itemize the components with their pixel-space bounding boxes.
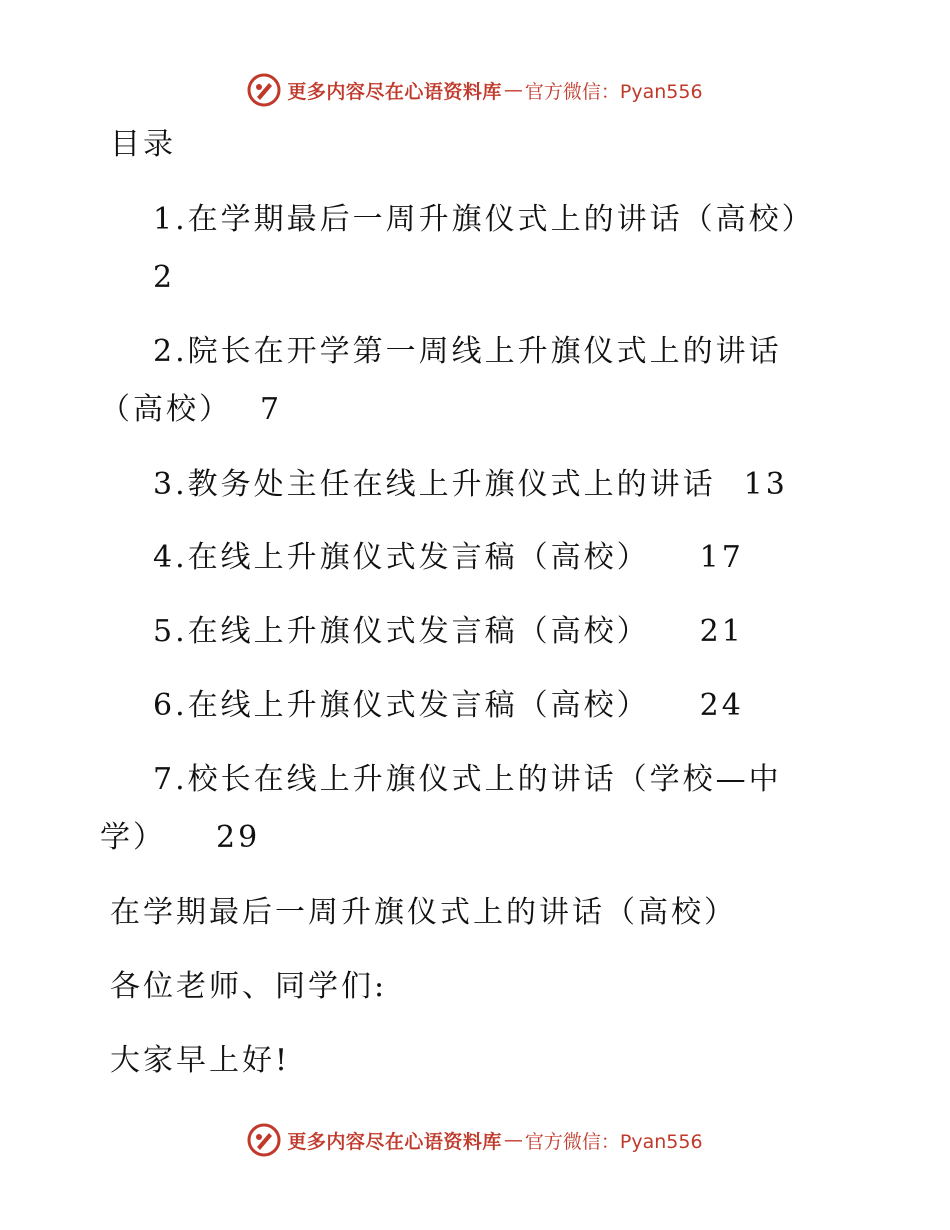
watermark-dash: — bbox=[503, 79, 523, 101]
toc-item-1[interactable]: 1.在学期最后一周升旗仪式上的讲话（高校） bbox=[153, 202, 815, 237]
toc-item-3-label: 3.教务处主任在线上升旗仪式上的讲话 bbox=[153, 467, 716, 502]
toc-item-3[interactable] bbox=[153, 465, 788, 505]
toc-item-4-page: 17 bbox=[699, 540, 744, 575]
section-heading: 在学期最后一周升旗仪式上的讲话（高校） bbox=[110, 895, 737, 930]
toc-item-5-label: 5.在线上升旗仪式发言稿（高校） bbox=[153, 614, 650, 649]
toc-title: 目录 bbox=[110, 127, 176, 162]
toc-item-2-cont bbox=[100, 390, 282, 430]
toc-item-6-page: 24 bbox=[699, 688, 744, 723]
toc-item-6-label: 6.在线上升旗仪式发言稿（高校） bbox=[153, 688, 650, 723]
watermark-contact: 官方微信：Pyan556 bbox=[524, 1130, 703, 1153]
header-watermark bbox=[0, 70, 950, 110]
greeting: 大家早上好! bbox=[110, 1043, 291, 1078]
pen-logo-icon bbox=[247, 1123, 281, 1157]
toc-item-7-page: 29 bbox=[216, 820, 261, 855]
watermark-contact: 官方微信：Pyan556 bbox=[524, 80, 703, 103]
pen-logo-icon bbox=[247, 73, 281, 107]
toc-item-2-page: 7 bbox=[260, 392, 283, 427]
toc-item-7-cont bbox=[100, 818, 260, 858]
toc-item-2[interactable]: 2.院长在开学第一周线上升旗仪式上的讲话 bbox=[153, 334, 782, 369]
watermark-text: 更多内容尽在心语资料库 bbox=[287, 80, 502, 103]
toc-item-7-line2: 学） bbox=[100, 820, 166, 855]
toc-item-3-page: 13 bbox=[743, 467, 788, 502]
toc-item-4[interactable] bbox=[153, 538, 744, 578]
toc-item-7[interactable]: 7.校长在线上升旗仪式上的讲话（学校—中 bbox=[153, 762, 782, 797]
toc-item-5[interactable] bbox=[153, 612, 744, 652]
toc-item-5-page: 21 bbox=[699, 614, 744, 649]
toc-item-1-page: 2 bbox=[153, 260, 176, 295]
toc-item-2-line2: （高校） bbox=[100, 392, 232, 427]
salutation: 各位老师、同学们: bbox=[110, 969, 388, 1004]
toc-item-6[interactable] bbox=[153, 686, 744, 726]
watermark-text: 更多内容尽在心语资料库 bbox=[287, 1130, 502, 1153]
toc-item-4-label: 4.在线上升旗仪式发言稿（高校） bbox=[153, 540, 650, 575]
watermark-dash: — bbox=[503, 1129, 523, 1151]
footer-watermark bbox=[0, 1120, 950, 1160]
